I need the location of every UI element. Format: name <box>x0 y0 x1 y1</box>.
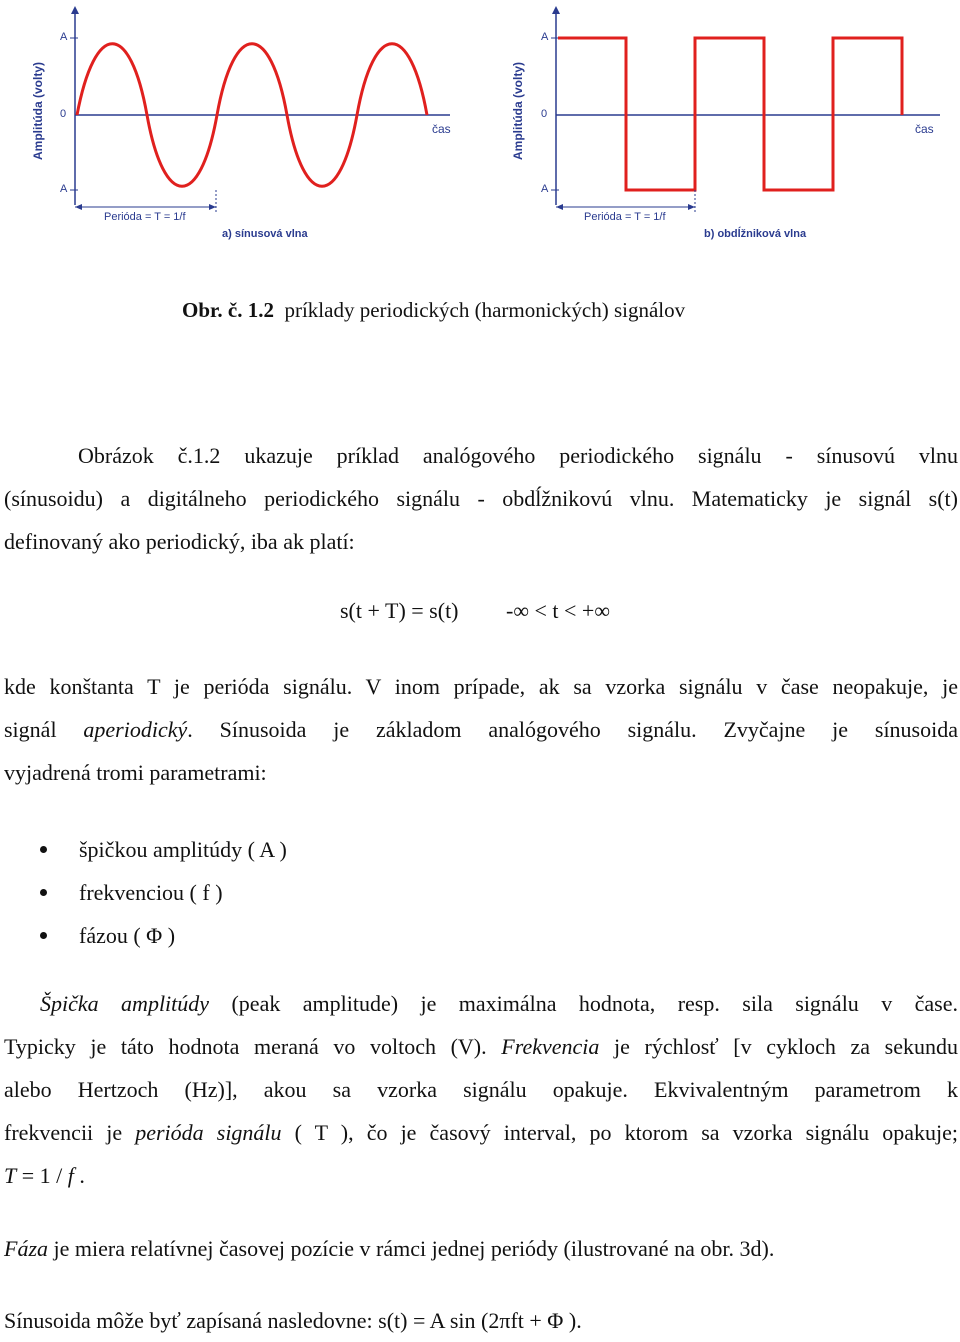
formula-condition <box>506 598 610 624</box>
sine-y-axis-label: Amplitúda (volty) <box>31 62 45 160</box>
p1-line3: definovaný ako periodický, iba ak platí: <box>4 529 355 554</box>
square-period-label: Perióda = T = 1/f <box>584 211 666 223</box>
list-item-label: špičkou amplitúdy ( A ) <box>79 836 287 862</box>
figure-sine-panel <box>0 0 470 250</box>
sine-tick-zero: 0 <box>60 108 67 120</box>
sine-x-axis-label: čas <box>432 122 451 136</box>
paragraph-phase <box>4 1227 958 1270</box>
p3-line4 <box>4 1111 958 1154</box>
list-item-label: frekvenciou ( f ) <box>79 879 223 905</box>
paragraph-intro <box>4 434 958 563</box>
bullet-icon <box>40 889 47 896</box>
p3-frequency-term: Frekvencia <box>501 1034 600 1059</box>
periodicity-formula <box>340 598 459 624</box>
p1-line1: Obrázok č.1.2 ukazuje príklad analógového periodického signálu - sínusovú vlnu <box>78 443 958 468</box>
square-x-axis-label: čas <box>915 122 934 136</box>
bullet-icon <box>40 932 47 939</box>
p4-phase-term: Fáza <box>4 1236 48 1261</box>
sine-caption: a) sínusová vlna <box>222 228 308 240</box>
sine-period-label: Perióda = T = 1/f <box>104 211 186 223</box>
figure-caption <box>182 298 685 323</box>
square-tick-zero: 0 <box>541 108 548 120</box>
p3-line1 <box>4 982 958 1025</box>
p3-f-symbol: f <box>67 1163 74 1188</box>
p3-peak-amplitude-term: Špička amplitúdy <box>40 991 210 1016</box>
sine-tick-bottom: A <box>60 183 68 195</box>
p3-line2-a: Typicky je táto hodnota meraná vo voltoch (V). <box>4 1034 502 1059</box>
parameter-list <box>40 828 287 957</box>
paragraph-period <box>4 665 958 794</box>
p2-line2-a: signál <box>4 717 84 742</box>
p3-line1-b: (peak amplitude) je maximálna hodnota, resp. sila signálu v čase. <box>209 991 958 1016</box>
p2-line2 <box>4 708 958 751</box>
p2-line3: vyjadrená tromi parametrami: <box>4 760 267 785</box>
p2-line1: kde konštanta T je perióda signálu. V inom prípade, ak sa vzorka signálu v čase neopakuje, je <box>4 674 958 699</box>
square-y-axis-label: Amplitúda (volty) <box>511 62 525 160</box>
p2-line2-c: . Sínusoida je základom analógového signálu. Zvyčajne je sínusoida <box>187 717 958 742</box>
figure-caption-text: príklady periodických (harmonických) signálov <box>284 298 686 322</box>
square-caption: b) obdĺžniková vlna <box>704 228 807 240</box>
square-wave-diagram <box>490 0 960 250</box>
p3-line5-b: = 1 / <box>16 1163 68 1188</box>
figure-square-panel <box>490 0 960 250</box>
formula-right: -∞ < t < +∞ <box>506 598 611 623</box>
bullet-icon <box>40 846 47 853</box>
p3-line4-a: frekvencii je <box>4 1120 136 1145</box>
square-tick-top: A <box>541 31 549 43</box>
figure-number: Obr. č. 1.2 <box>182 298 274 322</box>
p3-line2-c: je rýchlosť [v cykloch za sekundu <box>599 1034 958 1059</box>
list-item-label: fázou ( Φ ) <box>79 922 176 948</box>
sine-tick-top: A <box>60 31 68 43</box>
p5-text: Sínusoida môže byť zapísaná nasledovne: s(t) = A sin (2πft + Φ ). <box>4 1308 582 1333</box>
p3-line4-c: ( T ), čo je časový interval, po ktorom sa vzorka signálu opakuje; <box>281 1120 958 1145</box>
p3-line3: alebo Hertzoch (Hz)], akou sa vzorka signálu opakuje. Ekvivalentným parametrom k <box>4 1077 958 1102</box>
list-item <box>40 828 287 871</box>
p1-line2: (sínusoidu) a digitálneho periodického signálu - obdĺžnikovú vlnu. Matematicky je signál s(t) <box>4 486 958 511</box>
p2-aperiodic-term: aperiodický <box>83 717 188 742</box>
p3-line5-d: . <box>73 1163 85 1188</box>
paragraph-amplitude-frequency <box>4 982 958 1197</box>
square-tick-bottom: A <box>541 183 549 195</box>
list-item <box>40 871 287 914</box>
p4-text: je miera relatívnej časovej pozície v rámci jednej periódy (ilustrované na obr. 3d). <box>48 1236 775 1261</box>
p3-T-symbol: T <box>4 1163 17 1188</box>
formula-left: s(t + T) = s(t) <box>340 598 459 623</box>
list-item <box>40 914 287 957</box>
p3-line2 <box>4 1025 958 1068</box>
sine-wave-diagram <box>0 0 470 250</box>
p3-period-term: perióda signálu <box>135 1120 282 1145</box>
p3-line5 <box>4 1154 958 1197</box>
